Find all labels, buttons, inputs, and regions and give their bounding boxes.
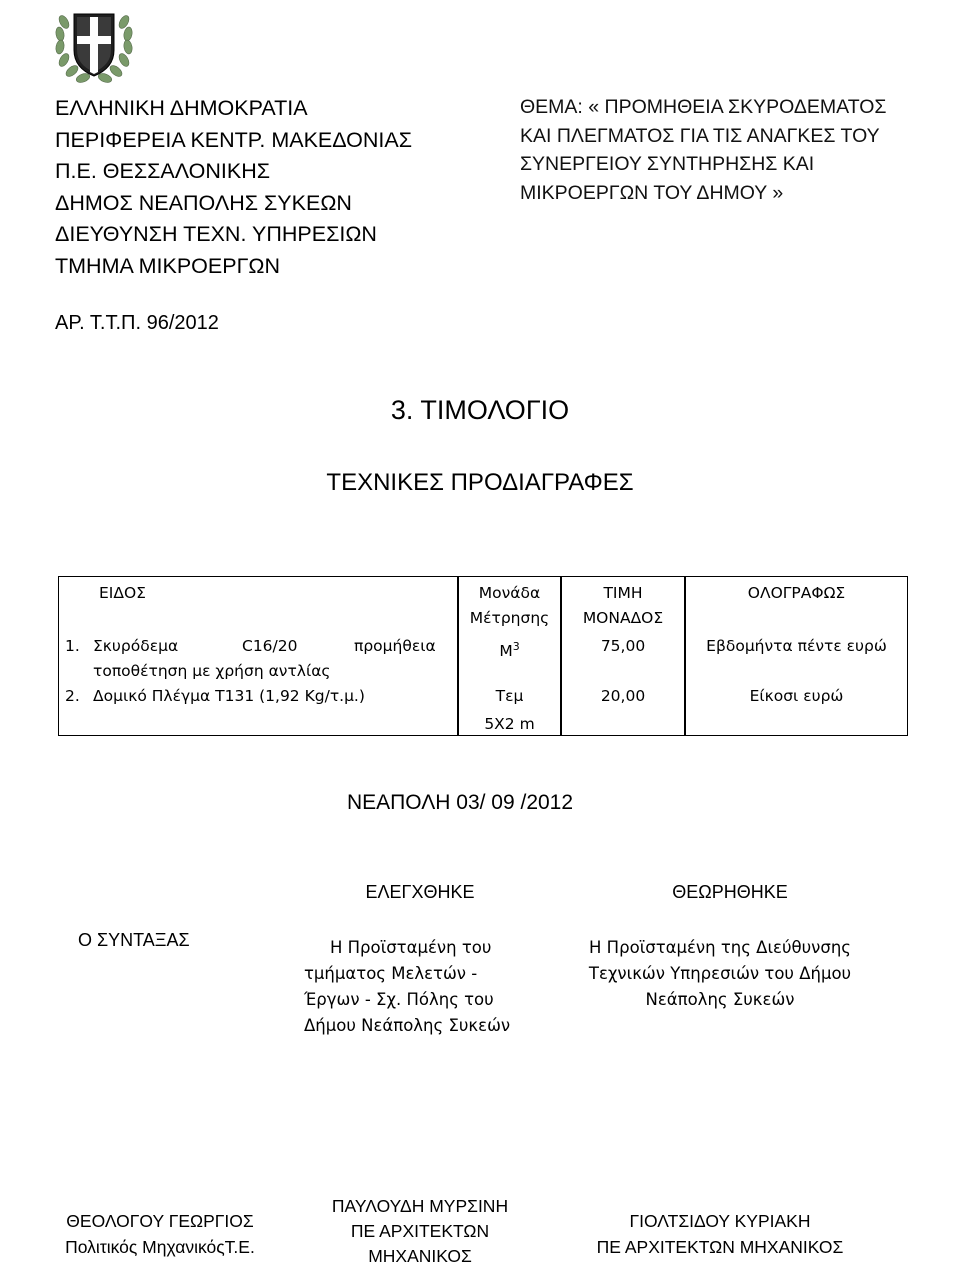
checked-name-block xyxy=(290,1194,550,1269)
row-unit xyxy=(459,634,560,664)
row-number: 1. xyxy=(65,637,80,655)
row-unit xyxy=(459,684,560,737)
header-item: ΕΙΔΟΣ xyxy=(99,584,146,602)
issuing-authority-block xyxy=(55,93,412,282)
role-line: Νεάπολης Συκεών xyxy=(645,990,795,1009)
checked-role-block xyxy=(304,935,534,1039)
role-line: Η Προϊσταμένη του xyxy=(330,938,492,957)
signatory-name: ΠΑΥΛΟΥΔΗ ΜΥΡΣΙΝΗ xyxy=(331,1196,509,1216)
unit-line: Τεμ xyxy=(495,687,524,705)
signatory-title: ΠΕ ΑΡΧΙΤΕΚΤΩΝ xyxy=(350,1221,490,1241)
composer-label: Ο ΣΥΝΤΑΞΑΣ xyxy=(78,930,190,950)
header-amount-in-words: ΟΛΟΓΡΑΦΩΣ xyxy=(747,584,846,602)
role-line: τμήματος Μελετών - xyxy=(304,964,478,983)
approved-label: ΘΕΩΡΗΘΗΚΕ xyxy=(672,882,788,902)
subject-line: ΚΑΙ ΠΛΕΓΜΑΤΟΣ ΓΙΑ ΤΙΣ ΑΝΑΓΚΕΣ ΤΟΥ xyxy=(520,124,880,147)
document-title: 3. ΤΙΜΟΛΟΓΙΟ xyxy=(390,395,570,425)
authority-line-municipality: ΔΗΜΟΣ ΝΕΑΠΟΛΗΣ ΣΥΚΕΩΝ xyxy=(55,190,352,215)
row-description-part: προμήθεια xyxy=(354,637,436,655)
role-line: Τεχνικών Υπηρεσιών του Δήμου xyxy=(588,964,852,983)
role-line: Η Προϊσταμένη της Διεύθυνσης xyxy=(589,938,851,957)
row-description-part: Σκυρόδεμα xyxy=(93,637,179,655)
row-description-line: τοποθέτηση με χρήση αντλίας xyxy=(93,662,331,680)
unit-exponent: 3 xyxy=(512,640,520,653)
role-line: Έργων - Σχ. Πόλης του xyxy=(304,990,494,1009)
price-specification-table xyxy=(58,576,908,736)
authority-line-country: ΕΛΛΗΝΙΚΗ ΔΗΜΟΚΡΑΤΙΑ xyxy=(55,96,308,120)
row-description-part: C16/20 xyxy=(242,637,298,655)
header-price-line: ΤΙΜΗ xyxy=(603,584,643,602)
authority-line-regional-unit: Π.Ε. ΘΕΣΣΑΛΟΝΙΚΗΣ xyxy=(55,159,271,183)
signatory-title: ΜΗΧΑΝΙΚΟΣ xyxy=(368,1246,472,1266)
subject-line: ΜΙΚΡΟΕΡΓΩΝ ΤΟΥ ΔΗΜΟΥ » xyxy=(520,181,784,204)
document-subtitle: ΤΕΧΝΙΚΕΣ ΠΡΟΔΙΑΓΡΑΦΕΣ xyxy=(326,469,634,496)
subject-line: ΣΥΝΕΡΓΕΙΟΥ ΣΥΝΤΗΡΗΣΗΣ ΚΑΙ xyxy=(520,153,815,175)
signatory-title: ΠΕ ΑΡΧΙΤΕΚΤΩΝ ΜΗΧΑΝΙΚΟΣ xyxy=(596,1237,844,1257)
protocol-number: ΑΡ. Τ.Τ.Π. 96/2012 xyxy=(55,312,219,334)
signatory-name: ΓΙΟΛΤΣΙΔΟΥ ΚΥΡΙΑΚΗ xyxy=(629,1211,811,1231)
row-description-line: Δομικό Πλέγμα Τ131 (1,92 Kg/τ.μ.) xyxy=(93,687,365,705)
header-unit-price xyxy=(562,581,684,631)
signatory-title: Πολιτικός ΜηχανικόςΤ.Ε. xyxy=(65,1237,255,1257)
row-amount-in-words: Εβδομήντα πέντε ευρώ xyxy=(706,637,887,655)
signatory-name: ΘΕΟΛΟΓΟΥ ΓΕΩΡΓΙΟΣ xyxy=(66,1211,254,1231)
header-unit-line: Μέτρησης xyxy=(469,609,550,627)
unit-line: 5Χ2 m xyxy=(484,715,535,733)
row-unit-price: 20,00 xyxy=(600,687,646,705)
unit-symbol: Μ xyxy=(499,642,513,661)
approved-role-block xyxy=(560,935,880,1013)
authority-line-directorate: ΔΙΕΥΘΥΝΣΗ ΤΕΧΝ. ΥΠΗΡΕΣΙΩΝ xyxy=(55,222,377,246)
role-line: Δήμου Νεάπολης Συκεών xyxy=(304,1016,511,1035)
authority-line-region: ΠΕΡΙΦΕΡΕΙΑ ΚΕΝΤΡ. ΜΑΚΕΔΟΝΙΑΣ xyxy=(55,127,413,152)
checked-label: ΕΛΕΓΧΘΗΚΕ xyxy=(365,882,475,902)
authority-line-department: ΤΜΗΜΑ ΜΙΚΡΟΕΡΓΩΝ xyxy=(55,253,281,278)
greek-coat-of-arms-emblem xyxy=(52,2,136,88)
subject-block xyxy=(520,93,960,207)
row-amount-in-words: Είκοσι ευρώ xyxy=(749,687,844,705)
composer-name-block xyxy=(20,1208,300,1260)
approved-name-block xyxy=(560,1208,880,1260)
header-unit-line: Μονάδα xyxy=(478,584,541,602)
row-number: 2. xyxy=(65,687,80,705)
row-unit-price: 75,00 xyxy=(600,637,646,655)
subject-line: ΘΕΜΑ: « ΠΡΟΜΗΘΕΙΑ ΣΚΥΡΟΔΕΜΑΤΟΣ xyxy=(520,96,887,118)
header-unit xyxy=(459,581,560,631)
place-and-date: ΝΕΑΠΟΛΗ 03/ 09 /2012 xyxy=(346,791,574,814)
header-price-line: ΜΟΝΑΔΟΣ xyxy=(582,609,664,627)
